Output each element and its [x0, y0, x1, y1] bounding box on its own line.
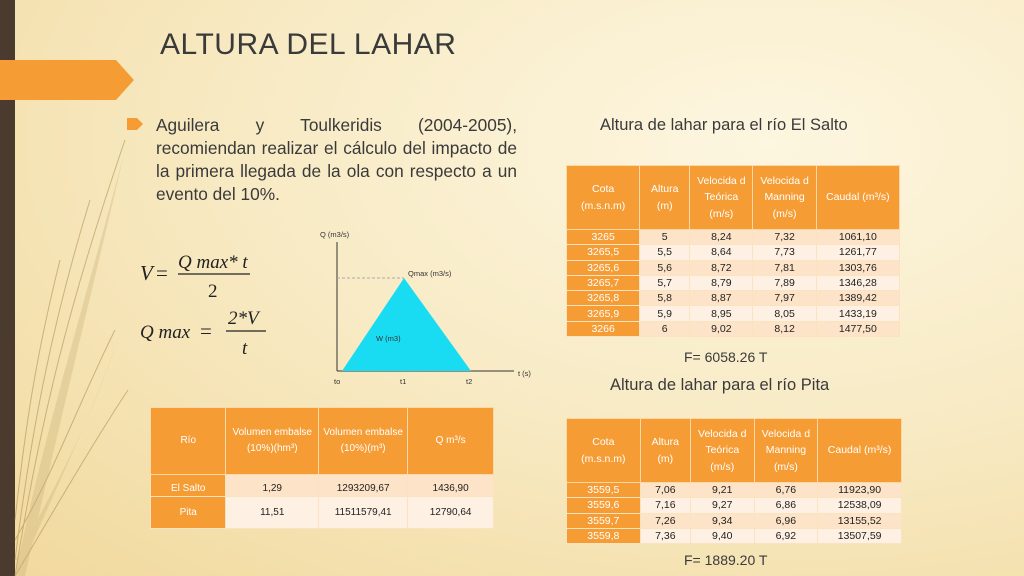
- pita-header: Altura (m): [640, 419, 690, 483]
- salto-header: Altura (m): [640, 166, 690, 230]
- vol-header-hm3: Volumen embalse (10%)(hm³): [226, 408, 319, 475]
- table-cell: 6,86: [754, 498, 818, 513]
- salto-header: Caudal (m³/s): [816, 166, 899, 230]
- salto-table: [566, 165, 900, 337]
- pita-header: Cota (m.s.n.m): [567, 419, 641, 483]
- table-cell: 5,9: [640, 306, 690, 321]
- table-cell: 1433,19: [816, 306, 899, 321]
- table-cell: 7,32: [753, 230, 816, 245]
- table-cell: 9,40: [690, 528, 754, 543]
- table-row: Pita 11,51 11511579,41 12790,64: [151, 497, 494, 529]
- row-key-cell: 3265: [567, 230, 640, 245]
- table-row: [567, 528, 902, 543]
- row-key-cell: 3265,8: [567, 291, 640, 306]
- table-cell: 8,24: [690, 230, 753, 245]
- table-row: [567, 291, 900, 306]
- table-cell: 5,5: [640, 245, 690, 260]
- table-cell: 6,92: [754, 528, 818, 543]
- salto-header: Velocida d Teórica (m/s): [690, 166, 753, 230]
- formula-v-denominator: 2: [208, 281, 218, 302]
- table-cell: 7,26: [640, 513, 690, 528]
- slide-title: ALTURA DEL LAHAR: [160, 28, 457, 61]
- salto-header: Cota (m.s.n.m): [567, 166, 640, 230]
- row-key-cell: 3559,8: [567, 528, 641, 543]
- hydro-tick-t2: t2: [466, 377, 473, 386]
- hydro-x-label: t (s): [518, 369, 531, 378]
- table-row: El Salto 1,29 1293209,67 1436,90: [151, 475, 494, 497]
- formula-q-numerator: 2*V: [228, 308, 259, 329]
- table-cell: 7,73: [753, 245, 816, 260]
- formula-v-numerator: Q max* t: [178, 252, 248, 273]
- table-cell: 8,12: [753, 321, 816, 336]
- hydro-area-label: W (m3): [376, 334, 401, 343]
- formulas: [138, 246, 268, 366]
- row-key-cell: 3266: [567, 321, 640, 336]
- vol-header-rio: Río: [151, 408, 226, 475]
- table-cell: 7,97: [753, 291, 816, 306]
- table-cell: 8,05: [753, 306, 816, 321]
- vol-header-m3: Volumen embalse (10%)(m³): [319, 408, 408, 475]
- row-key-cell: 3559,7: [567, 513, 641, 528]
- table-row: [567, 513, 902, 528]
- table-cell: 8,64: [690, 245, 753, 260]
- table-cell: 13507,59: [818, 528, 902, 543]
- row-key-cell: 3265,7: [567, 275, 640, 290]
- formula-v-lhs: V: [140, 261, 153, 285]
- table-cell: 9,34: [690, 513, 754, 528]
- table-row: [567, 306, 900, 321]
- hydro-tick-t1: t1: [400, 377, 407, 386]
- table-row: [567, 275, 900, 290]
- salto-header: Velocida d Manning (m/s): [753, 166, 816, 230]
- pita-header: Velocida d Teórica (m/s): [690, 419, 754, 483]
- volume-table: [150, 407, 494, 529]
- pita-table: [566, 418, 902, 544]
- accent-tab: [0, 60, 134, 100]
- table-cell: 9,02: [690, 321, 753, 336]
- table-cell: 5,8: [640, 291, 690, 306]
- pita-header: Caudal (m³/s): [818, 419, 902, 483]
- table-cell: 6: [640, 321, 690, 336]
- row-key-cell: 3265,5: [567, 245, 640, 260]
- salto-table-title: Altura de lahar para el río El Salto: [600, 116, 848, 134]
- hydrograph-diagram: [318, 228, 542, 390]
- table-cell: 13155,52: [818, 513, 902, 528]
- row-key-cell: 3265,9: [567, 306, 640, 321]
- table-cell: 6,96: [754, 513, 818, 528]
- hydro-peak-label: Qmax (m3/s): [408, 269, 452, 278]
- table-cell: 8,87: [690, 291, 753, 306]
- row-key-cell: 3559,6: [567, 498, 641, 513]
- pita-header: Velocida d Manning (m/s): [754, 419, 818, 483]
- table-cell: 9,27: [690, 498, 754, 513]
- pita-force: F= 1889.20 T: [684, 552, 768, 568]
- table-cell: 5,7: [640, 275, 690, 290]
- table-cell: 5: [640, 230, 690, 245]
- table-cell: 7,06: [640, 483, 690, 498]
- table-cell: 7,16: [640, 498, 690, 513]
- bullet-arrow-icon: [127, 118, 143, 130]
- table-cell: 6,76: [754, 483, 818, 498]
- formula-q-denominator: t: [242, 338, 248, 359]
- pita-table-title: Altura de lahar para el río Pita: [610, 376, 830, 394]
- table-cell: 1477,50: [816, 321, 899, 336]
- table-cell: 7,81: [753, 260, 816, 275]
- table-row: [567, 245, 900, 260]
- table-row: [567, 260, 900, 275]
- table-cell: 1346,28: [816, 275, 899, 290]
- vol-header-q: Q m³/s: [408, 408, 494, 475]
- table-row: [567, 498, 902, 513]
- row-key-cell: 3265,6: [567, 260, 640, 275]
- table-cell: 1061,10: [816, 230, 899, 245]
- hydro-y-label: Q (m3/s): [320, 230, 350, 239]
- table-cell: 8,72: [690, 260, 753, 275]
- table-cell: 1389,42: [816, 291, 899, 306]
- formula-q-lhs: Q max: [140, 322, 191, 343]
- table-row: [567, 483, 902, 498]
- table-row: [567, 230, 900, 245]
- table-cell: 9,21: [690, 483, 754, 498]
- table-cell: 7,36: [640, 528, 690, 543]
- bullet-text: Aguilera y Toulkeridis (2004-2005), recomiendan realizar el cálculo del impacto de la primera llegada de la ola con respecto a un evento del 10%.: [156, 115, 517, 204]
- table-cell: 1303,76: [816, 260, 899, 275]
- table-cell: 1261,77: [816, 245, 899, 260]
- hydro-triangle: [342, 278, 471, 371]
- formula-q-eq: =: [200, 319, 212, 343]
- table-cell: 12538,09: [818, 498, 902, 513]
- table-row: [567, 321, 900, 336]
- row-key-cell: 3559,5: [567, 483, 641, 498]
- salto-force: F= 6058.26 T: [684, 349, 768, 365]
- hydro-tick-t0: to: [334, 377, 341, 386]
- formula-v-eq: =: [156, 261, 168, 285]
- table-cell: 11923,90: [818, 483, 902, 498]
- table-cell: 7,89: [753, 275, 816, 290]
- table-cell: 8,95: [690, 306, 753, 321]
- table-cell: 5,6: [640, 260, 690, 275]
- table-cell: 8,79: [690, 275, 753, 290]
